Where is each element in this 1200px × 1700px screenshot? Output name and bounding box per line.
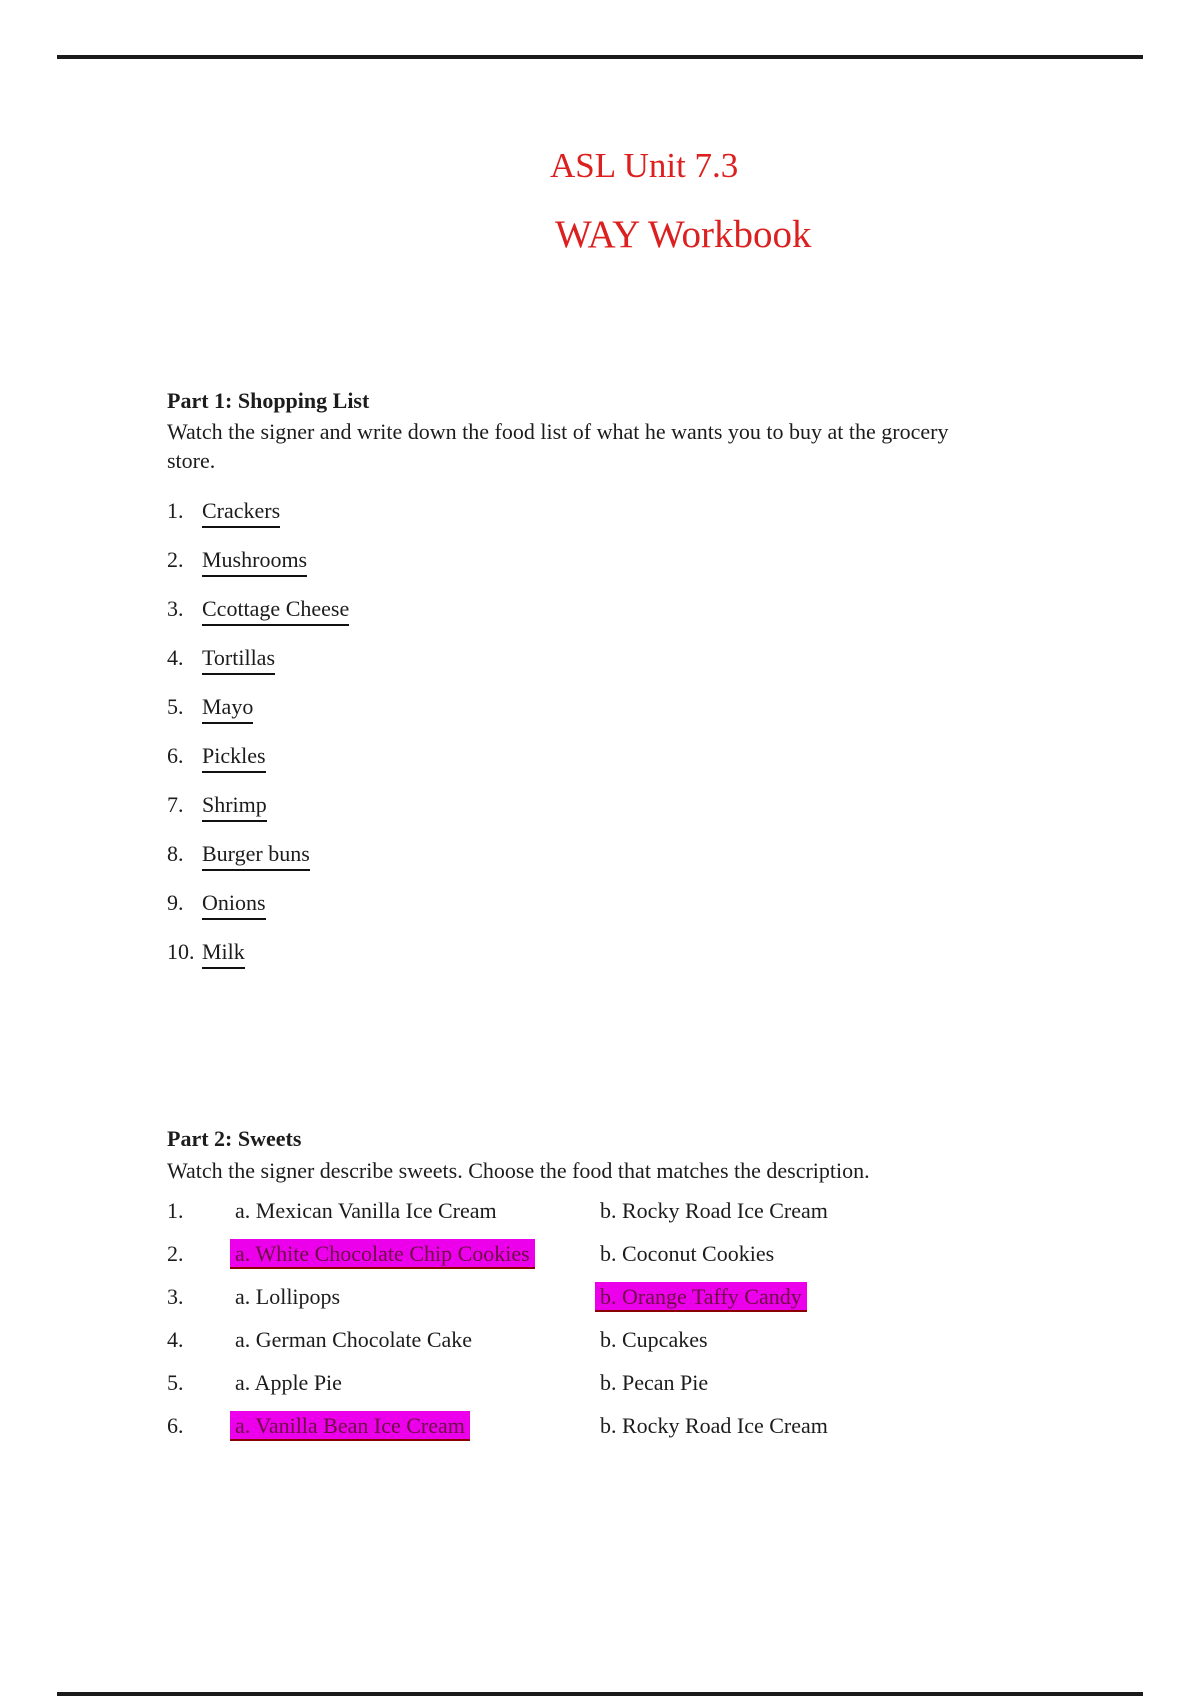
item-number: 2. <box>167 547 184 572</box>
question-number: 1. <box>167 1198 184 1223</box>
question-number: 5. <box>167 1370 184 1395</box>
sweets-row <box>167 1327 828 1352</box>
shopping-list-item <box>167 645 349 673</box>
item-number: 9. <box>167 890 184 915</box>
option-a: a. German Chocolate Cake <box>235 1327 473 1352</box>
answer-highlight: a. White Chocolate Chip Cookies <box>230 1239 535 1269</box>
shopping-list-item <box>167 939 349 967</box>
item-answer: Pickles <box>202 743 266 773</box>
shopping-list <box>167 498 349 988</box>
item-number: 8. <box>167 841 184 866</box>
option-b: b. Rocky Road Ice Cream <box>600 1198 828 1223</box>
question-number: 2. <box>167 1241 184 1266</box>
option-b: b. Rocky Road Ice Cream <box>600 1413 828 1438</box>
part1-description: Watch the signer and write down the food list of what he wants you to buy at the grocery store. <box>167 419 949 473</box>
item-answer: Shrimp <box>202 792 267 822</box>
item-number: 6. <box>167 743 184 768</box>
item-answer: Burger buns <box>202 841 310 871</box>
item-answer: Mayo <box>202 694 253 724</box>
part2-description: Watch the signer describe sweets. Choose the food that matches the description. <box>167 1158 870 1183</box>
item-answer: Crackers <box>202 498 280 528</box>
option-b-highlighted <box>600 1284 828 1310</box>
option-a: a. Lollipops <box>235 1284 341 1309</box>
item-answer: Onions <box>202 890 266 920</box>
answer-highlight: b. Orange Taffy Candy <box>595 1282 807 1312</box>
shopping-list-item <box>167 792 349 820</box>
option-b: b. Pecan Pie <box>600 1370 709 1395</box>
shopping-list-item <box>167 890 349 918</box>
item-answer: Milk <box>202 939 245 969</box>
shopping-list-item <box>167 743 349 771</box>
top-rule <box>57 55 1143 59</box>
part1-heading: Part 1: Shopping List <box>167 388 370 413</box>
answer-highlight: a. Vanilla Bean Ice Cream <box>230 1411 470 1441</box>
item-number: 5. <box>167 694 184 719</box>
item-number: 7. <box>167 792 184 817</box>
shopping-list-item <box>167 547 349 575</box>
document-title-line1: ASL Unit 7.3 <box>550 146 739 185</box>
option-b: b. Coconut Cookies <box>600 1241 775 1266</box>
item-answer: Ccottage Cheese <box>202 596 349 626</box>
item-number: 10. <box>167 939 195 964</box>
document-title-line2: WAY Workbook <box>555 213 812 256</box>
sweets-row <box>167 1370 828 1395</box>
item-number: 1. <box>167 498 184 523</box>
sweets-row <box>167 1241 828 1266</box>
option-a: a. Apple Pie <box>235 1370 342 1395</box>
sweets-row <box>167 1413 828 1438</box>
shopping-list-item <box>167 498 349 526</box>
question-number: 4. <box>167 1327 184 1352</box>
item-answer: Tortillas <box>202 645 275 675</box>
shopping-list-item <box>167 596 349 624</box>
part2-heading: Part 2: Sweets <box>167 1126 302 1151</box>
item-number: 4. <box>167 645 184 670</box>
sweets-row <box>167 1198 828 1223</box>
question-number: 6. <box>167 1413 184 1438</box>
shopping-list-item <box>167 694 349 722</box>
option-a: a. Mexican Vanilla Ice Cream <box>235 1198 497 1223</box>
sweets-question-list <box>167 1198 828 1456</box>
option-b: b. Cupcakes <box>600 1327 708 1352</box>
shopping-list-item <box>167 841 349 869</box>
option-a-highlighted <box>235 1413 600 1439</box>
sweets-row <box>167 1284 828 1309</box>
bottom-rule <box>57 1692 1143 1696</box>
option-a-highlighted <box>235 1241 600 1267</box>
item-number: 3. <box>167 596 184 621</box>
question-number: 3. <box>167 1284 184 1309</box>
item-answer: Mushrooms <box>202 547 307 577</box>
